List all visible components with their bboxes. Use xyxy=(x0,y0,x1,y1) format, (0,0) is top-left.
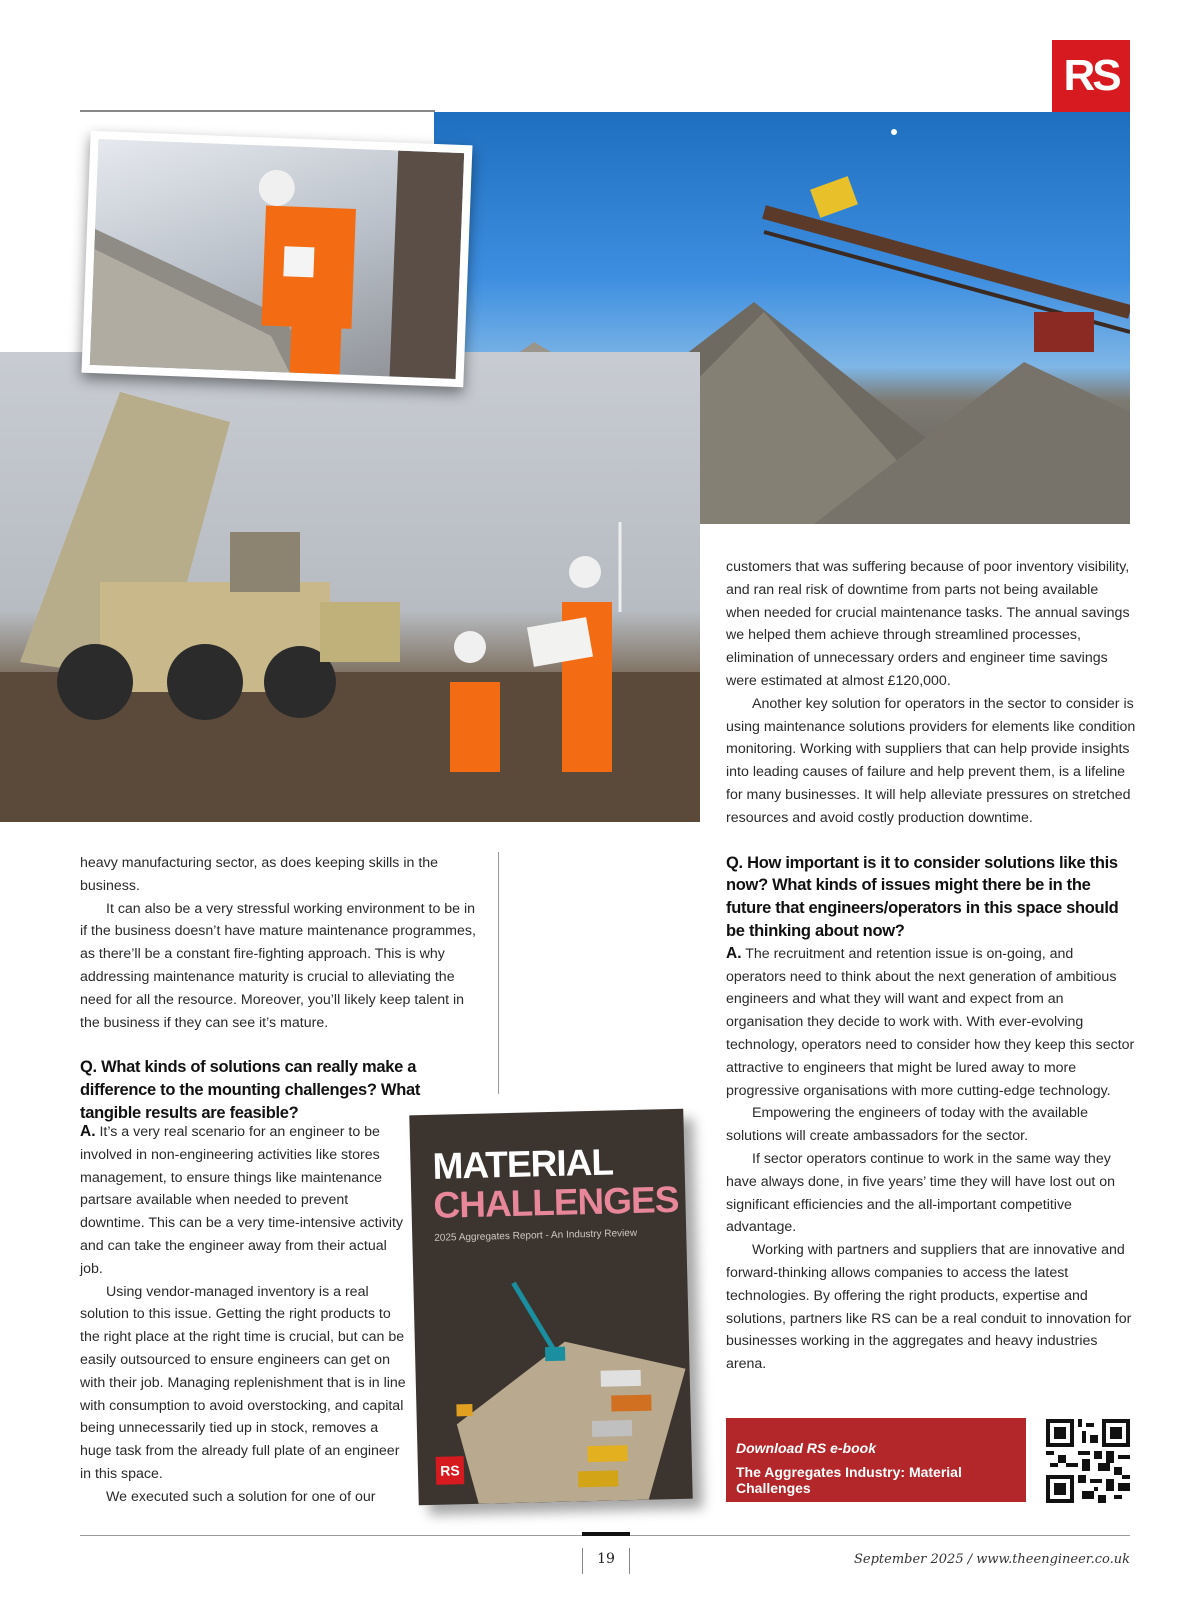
left-paragraph-1: heavy manufacturing sector, as does keeping skills in the business. xyxy=(80,855,439,894)
executed-solution-paragraph: We executed such a solution for one of our xyxy=(106,1488,376,1505)
cover-title-line1: MATERIAL xyxy=(432,1141,614,1187)
answer-importance xyxy=(726,943,1136,1103)
footer-separator-right xyxy=(629,1548,630,1574)
download-ebook-button[interactable] xyxy=(726,1418,1026,1502)
question-solutions: Q. What kinds of solutions can really make a difference to the mounting challenges? What tangible results are feasible? xyxy=(80,1058,421,1122)
cover-rs-logo: RS xyxy=(436,1456,465,1485)
right-paragraph-5: Working with partners and suppliers that are innovative and forward-thinking allows companies to access the latest technologies. By offering the right products, expertise and solutions, partners like RS can be a real conduit to innovation for businesses working in the aggregates and heavy industries arena. xyxy=(726,1242,1132,1373)
vendor-managed-paragraph: Using vendor-managed inventory is a real solution to this issue. Getting the right products to the right place at the right time is crucial, but can be easily outsourced to ensure engineers can get on with their job. Managing replenishment that is in line with consumption to avoid overstocking, and capital being unnecessarily tied up in stock, removes a huge task from the already full plate of an engineer in this space. xyxy=(80,1283,406,1482)
answer-solutions-text: It’s a very real scenario for an engineer to be involved in non-engineering activities like stores management, to ensure things like maintenance partsare available when needed to prevent downtime. This can be a very time-intensive activity and can take the engineer away from their actual job. xyxy=(80,1124,404,1277)
answer-solutions xyxy=(80,1121,410,1281)
left-paragraph-2: It can also be a very stressful working environment to be in if the business doesn’t have mature maintenance programmes, as there’ll be a constant fire-fighting approach. This is why addressing maintenance maturity is crucial to alleviating the need for all the resource. Moreover, you’ll likely keep talent in the business if they can see it’s mature. xyxy=(80,900,476,1031)
cta-line2: The Aggregates Industry: Material Challenges xyxy=(736,1464,962,1496)
footer-issue-website: September 2025 / www.theengineer.co.uk xyxy=(853,1552,1130,1567)
qr-code-graphic xyxy=(1046,1419,1130,1503)
engineer-inspection-illustration xyxy=(90,139,464,379)
dump-trucks-illustration xyxy=(0,352,700,822)
cover-title-line2: CHALLENGES xyxy=(432,1178,679,1226)
right-paragraph-4: If sector operators continue to work in the same way they have always done, in five years’ time they will have lost out on significant efficiencies and the all-important competitive advantage. xyxy=(726,1150,1116,1236)
qr-code[interactable] xyxy=(1046,1419,1130,1503)
right-column xyxy=(726,556,1136,1376)
answer-label: A. xyxy=(80,1123,96,1140)
left-answer-column xyxy=(80,1121,410,1509)
right-paragraph-1: customers that was suffering because of poor inventory visibility, and ran real risk of downtime from parts not being available when needed for crucial maintenance tasks. The annual savings we helped them achieve through streamlined processes, elimination of unnecessary orders and engineer time savings were estimated at almost £120,000. xyxy=(726,559,1130,689)
question-importance: Q. How important is it to consider solutions like this now? What kinds of issues might there be in the future that engineers/operators in this space should be thinking about now? xyxy=(726,853,1119,940)
footer-mark xyxy=(582,1532,630,1536)
cta-line1: Download RS e-book xyxy=(736,1440,876,1456)
engineer-inspection-photo xyxy=(81,131,472,387)
dump-trucks-photo xyxy=(0,352,700,822)
answer-importance-text: The recruitment and retention issue is on-going, and operators need to think about the next generation of ambitious engineers and what they will want and expect from an organisation they decide to work with. With ever-evolving technology, operators need to consider how they keep this sector attractive to engineers that might be lured away to more progressive organisations with more cutting-edge technology. xyxy=(726,945,1135,1099)
ebook-cover[interactable] xyxy=(409,1109,692,1506)
left-column xyxy=(80,852,480,1125)
rs-logo: RS xyxy=(1052,40,1130,112)
answer-label-2: A. xyxy=(726,944,742,962)
right-paragraph-2: Another key solution for operators in the sector to consider is using maintenance solutions providers for elements like condition monitoring. Working with suppliers that can help provide insights into leading causes of failure and help prevent them, is a lifeline for many businesses. It will help alleviate pressures on stretched resources and avoid costly production downtime. xyxy=(726,695,1136,826)
page-number: 19 xyxy=(597,1551,615,1567)
top-rule xyxy=(80,110,435,112)
right-paragraph-3: Empowering the engineers of today with the available solutions will create ambassadors for the sector. xyxy=(726,1105,1088,1145)
column-divider xyxy=(498,852,499,1094)
cover-subtitle: 2025 Aggregates Report - An Industry Review xyxy=(434,1227,638,1244)
